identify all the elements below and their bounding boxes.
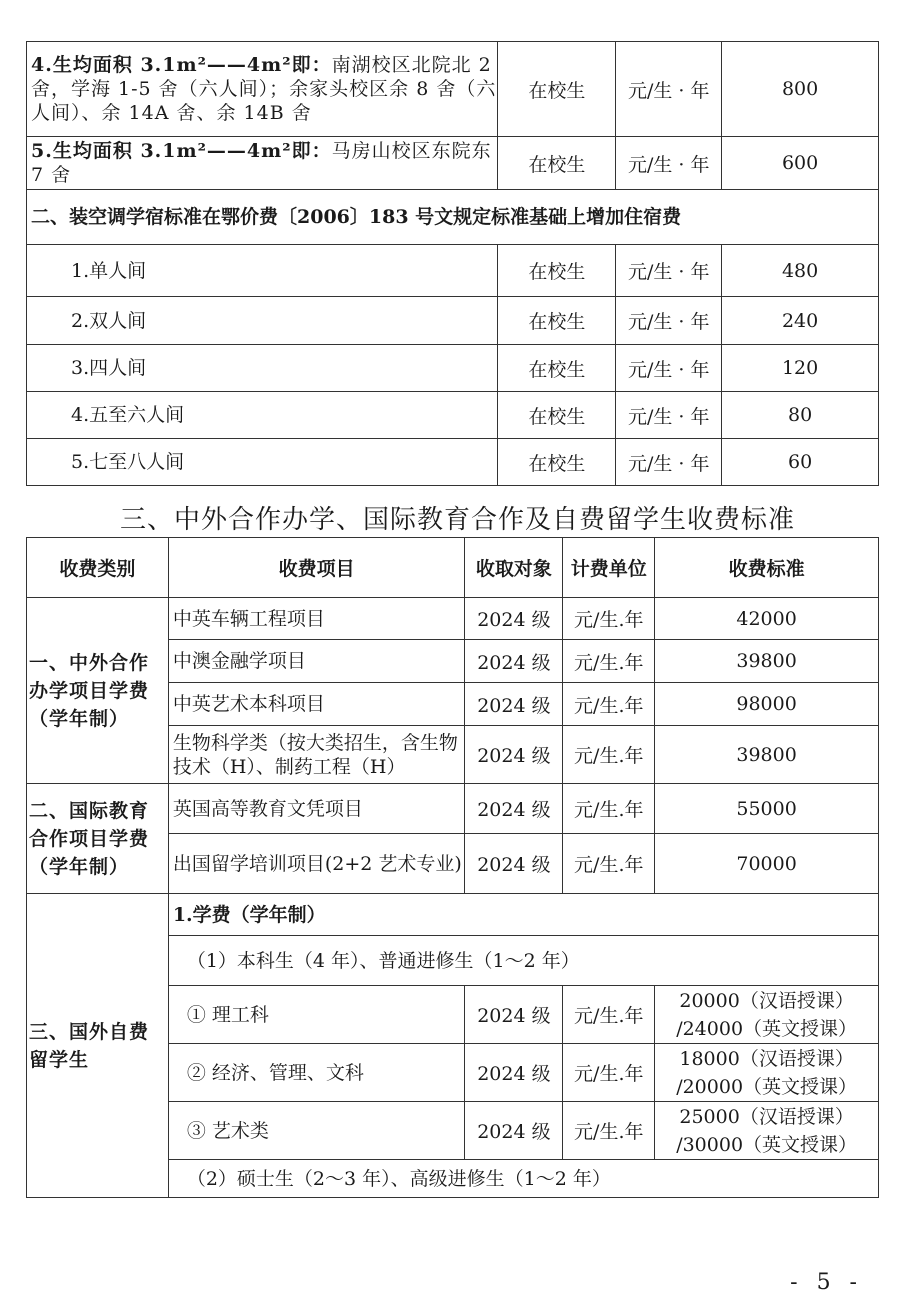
subsection-label: （2）硕士生（2～3 年）、高级进修生（1～2 年） — [168, 1160, 878, 1198]
fee-cell: 42000 — [655, 598, 879, 640]
fee-cell: 120 — [722, 345, 879, 392]
header-item: 收费项目 — [168, 538, 465, 598]
unit-cell: 元/生 · 年 — [616, 42, 722, 137]
unit-cell: 元/生 · 年 — [616, 345, 722, 392]
target-cell: 2024 级 — [465, 784, 563, 834]
unit-cell: 元/生 · 年 — [616, 297, 722, 345]
fee-item-cell: ③ 艺术类 — [168, 1102, 465, 1160]
fee-cell: 600 — [722, 137, 879, 190]
fee-cell — [655, 986, 879, 1044]
target-cell: 在校生 — [498, 439, 616, 486]
target-cell: 2024 级 — [465, 640, 563, 683]
fee-english: /24000（英文授课） — [676, 1017, 858, 1040]
table-row — [27, 598, 879, 640]
fee-item-cell: 中英艺术本科项目 — [168, 683, 465, 726]
table-row — [27, 245, 879, 297]
unit-cell: 元/生.年 — [563, 726, 655, 784]
fee-item-cell: 1.单人间 — [27, 245, 498, 297]
unit-cell: 元/生 · 年 — [616, 392, 722, 439]
fee-item-cell: 英国高等教育文凭项目 — [168, 784, 465, 834]
fee-item-cell: ① 理工科 — [168, 986, 465, 1044]
header-unit: 计费单位 — [563, 538, 655, 598]
unit-cell: 元/生 · 年 — [616, 439, 722, 486]
table-row — [27, 392, 879, 439]
fee-item-cell: 2.双人间 — [27, 297, 498, 345]
unit-cell: 元/生.年 — [563, 1044, 655, 1102]
unit-cell: 元/生.年 — [563, 986, 655, 1044]
subsection-label: 1.学费（学年制） — [168, 894, 878, 936]
fee-item-cell: 生物科学类（按大类招生，含生物技术（H）、制药工程（H） — [168, 726, 465, 784]
fee-item-cell — [27, 42, 498, 137]
target-cell: 2024 级 — [465, 986, 563, 1044]
unit-cell: 元/生.年 — [563, 834, 655, 894]
table-row — [27, 190, 879, 245]
header-fee: 收费标准 — [655, 538, 879, 598]
table-row — [27, 784, 879, 834]
fee-cell: 480 — [722, 245, 879, 297]
category-cell: 二、国际教育合作项目学费（学年制） — [27, 784, 169, 894]
fee-cell: 39800 — [655, 640, 879, 683]
target-cell: 2024 级 — [465, 598, 563, 640]
unit-cell: 元/生.年 — [563, 1102, 655, 1160]
target-cell: 2024 级 — [465, 683, 563, 726]
header-target: 收取对象 — [465, 538, 563, 598]
item-bold-text: 4.生均面积 3.1m²——4m²即： — [31, 54, 332, 76]
fee-item-cell: 出国留学培训项目(2+2 艺术专业) — [168, 834, 465, 894]
target-cell: 在校生 — [498, 42, 616, 137]
intl-fee-table — [26, 537, 879, 1198]
page-number: - 5 - — [790, 1270, 863, 1295]
fee-item-cell — [27, 137, 498, 190]
unit-cell: 元/生.年 — [563, 683, 655, 726]
target-cell: 在校生 — [498, 297, 616, 345]
table-row — [27, 345, 879, 392]
table-row — [27, 42, 879, 137]
fee-cell: 240 — [722, 297, 879, 345]
table-row — [27, 137, 879, 190]
fee-item-cell: ② 经济、管理、文科 — [168, 1044, 465, 1102]
fee-cell — [655, 1044, 879, 1102]
unit-cell: 元/生 · 年 — [616, 245, 722, 297]
fee-chinese: 18000（汉语授课） — [679, 1047, 854, 1070]
category-cell: 一、中外合作办学项目学费（学年制） — [27, 598, 169, 784]
table-row — [27, 439, 879, 486]
target-cell: 2024 级 — [465, 1102, 563, 1160]
fee-cell: 98000 — [655, 683, 879, 726]
table-header-row — [27, 538, 879, 598]
fee-item-cell: 5.七至八人间 — [27, 439, 498, 486]
fee-cell: 800 — [722, 42, 879, 137]
fee-cell: 70000 — [655, 834, 879, 894]
unit-cell: 元/生.年 — [563, 640, 655, 683]
fee-chinese: 25000（汉语授课） — [679, 1105, 854, 1128]
target-cell: 在校生 — [498, 245, 616, 297]
unit-cell: 元/生.年 — [563, 598, 655, 640]
unit-cell: 元/生.年 — [563, 784, 655, 834]
fee-chinese: 20000（汉语授课） — [679, 989, 854, 1012]
subsection-label: （1）本科生（4 年）、普通进修生（1～2 年） — [168, 936, 878, 986]
fee-english: /20000（英文授课） — [676, 1075, 858, 1098]
fee-cell: 60 — [722, 439, 879, 486]
target-cell: 在校生 — [498, 137, 616, 190]
dorm-fee-table — [26, 41, 879, 486]
fee-item-cell: 中英车辆工程项目 — [168, 598, 465, 640]
fee-english: /30000（英文授课） — [676, 1133, 858, 1156]
target-cell: 2024 级 — [465, 726, 563, 784]
target-cell: 2024 级 — [465, 1044, 563, 1102]
fee-item-cell: 3.四人间 — [27, 345, 498, 392]
fee-item-cell: 4.五至六人间 — [27, 392, 498, 439]
unit-cell: 元/生 · 年 — [616, 137, 722, 190]
ac-section-header: 二、装空调学宿标准在鄂价费〔2006〕183 号文规定标准基础上增加住宿费 — [27, 190, 879, 245]
header-category: 收费类别 — [27, 538, 169, 598]
fee-item-cell: 中澳金融学项目 — [168, 640, 465, 683]
section-title: 三、中外合作办学、国际教育合作及自费留学生收费标准 — [119, 505, 795, 535]
target-cell: 在校生 — [498, 345, 616, 392]
table-row — [27, 894, 879, 936]
category-cell: 三、国外自费留学生 — [27, 894, 169, 1198]
item-detail-text: 马房山校区东院东 7 舍 — [31, 140, 492, 186]
fee-cell: 39800 — [655, 726, 879, 784]
item-bold-text: 5.生均面积 3.1m²——4m²即： — [31, 140, 332, 162]
fee-cell: 80 — [722, 392, 879, 439]
target-cell: 2024 级 — [465, 834, 563, 894]
fee-cell: 55000 — [655, 784, 879, 834]
target-cell: 在校生 — [498, 392, 616, 439]
table-row — [27, 297, 879, 345]
item-detail-text: 南湖校区北院北 2 舍，学海 1-5 舍（六人间）；余家头校区余 8 舍（六人间）、余 14A 舍、余 14B 舍 — [31, 54, 497, 124]
fee-cell — [655, 1102, 879, 1160]
